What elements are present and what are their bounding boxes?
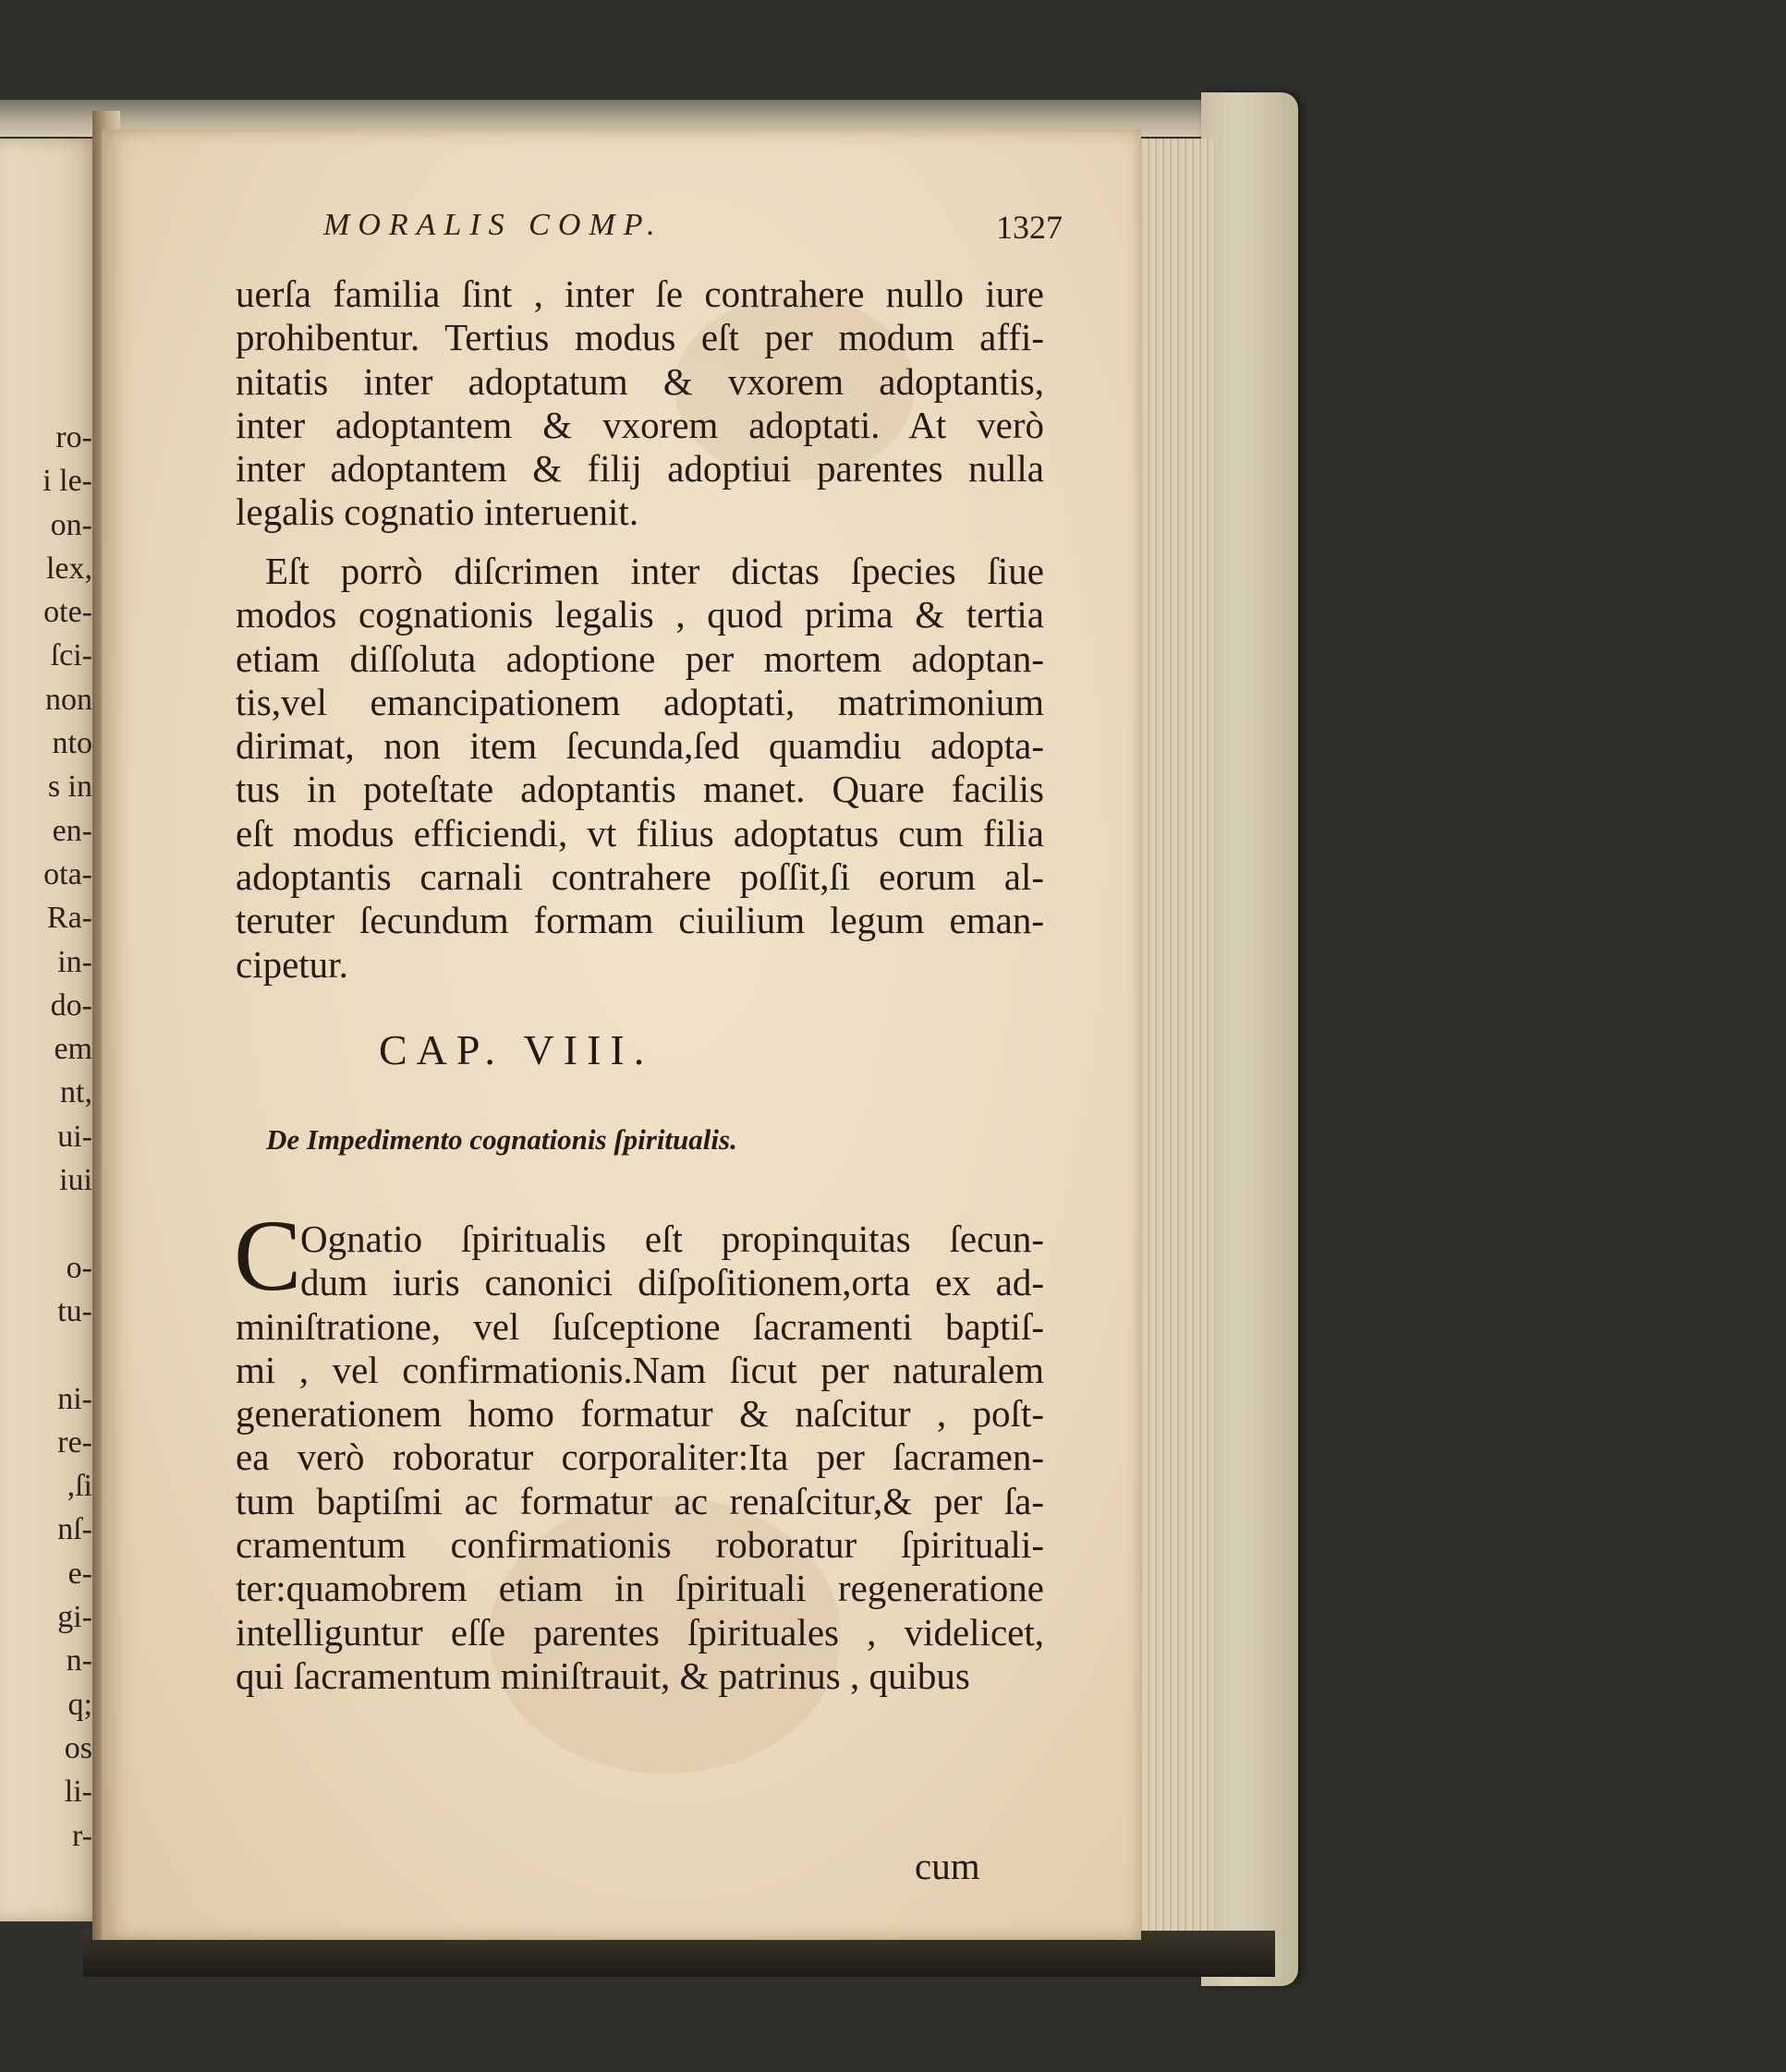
left-page-fragment: ota-: [43, 856, 92, 891]
left-page-fragment: re-: [57, 1424, 92, 1460]
text-line: legalis cognatio interuenit.: [236, 491, 639, 534]
paragraph-2: [236, 550, 1044, 987]
left-page-fragment: on-: [50, 507, 92, 542]
text-line: adoptantis carnali contrahere poſſit,ſi eorum al-: [236, 855, 1044, 899]
paragraph-1: [236, 273, 1044, 535]
text-line: intelliguntur eſſe parentes ſpirituales , videlicet,: [236, 1610, 1044, 1654]
left-page-fragment: nt,: [60, 1075, 92, 1110]
left-page-fragment: r-: [72, 1818, 92, 1853]
text-line: inter adoptantem & vxorem adoptati. At verò: [236, 403, 1044, 446]
left-page-fragment: li-: [64, 1775, 92, 1810]
text-line: tum baptiſmi ac formatur ac renaſcitur,& per ſa-: [236, 1479, 1044, 1522]
left-page-fragment: ſci-: [50, 638, 92, 673]
right-page: [102, 129, 1141, 1940]
text-line: cipetur.: [236, 942, 348, 986]
text-line: miniſtratione, vel ſuſceptione ſacramenti baptiſ-: [236, 1304, 1044, 1348]
chapter-heading: CAP. VIII.: [379, 1026, 654, 1073]
running-head-title: MORALIS COMP.: [323, 208, 663, 242]
page-number: 1327: [996, 209, 1063, 246]
left-page-fragment: em: [54, 1032, 92, 1067]
text-line: Eſt porrò diſcrimen inter dictas ſpecies ſiue: [265, 550, 1044, 592]
left-page-fragment: ,ſi: [67, 1469, 92, 1504]
text-line: nitatis inter adoptatum & vxorem adoptantis,: [236, 359, 1044, 403]
text-line: eſt modus efficiendi, vt filius adoptatus cum filia: [236, 811, 1044, 854]
text-line: tis,vel emancipationem adoptati, matrimonium: [236, 680, 1044, 723]
left-page-fragment: ote-: [43, 595, 92, 630]
text-line: teruter ſecundum formam ciuilium legum eman-: [236, 899, 1044, 942]
left-page-fragment: ui-: [57, 1119, 92, 1154]
left-page-fragment: gi-: [57, 1600, 92, 1635]
text-line: inter adoptantem & filij adoptiui parentes nulla: [236, 447, 1044, 491]
left-page-fragment: in-: [57, 944, 92, 979]
left-page-fragment: en-: [52, 813, 92, 848]
drop-cap: C: [234, 1199, 302, 1312]
text-line: modos cognationis legalis , quod prima & tertia: [236, 593, 1044, 636]
catchword: cum: [915, 1845, 980, 1887]
left-page-fragment: nto: [52, 726, 92, 761]
text-line: qui ſacramentum miniſtrauit, & patrinus , quibus: [236, 1654, 970, 1697]
text-line: prohibentur. Tertius modus eſt per modum affi-: [236, 316, 1044, 359]
text-line: generationem homo formatur & naſcitur , poſt-: [236, 1392, 1044, 1436]
left-page-fragment: ro-: [55, 420, 92, 454]
text-line: dum iuris canonici diſpoſitionem,orta ex ad-: [300, 1261, 1044, 1304]
text-line: cramentum confirmationis roboratur ſpirituali-: [236, 1523, 1044, 1567]
left-page-fragment: o-: [66, 1250, 92, 1285]
left-page-fragment: q;: [67, 1687, 92, 1722]
left-page-fragment: e-: [67, 1556, 92, 1591]
left-page-fragment: non: [45, 682, 92, 717]
text-line: ter:quamobrem etiam in ſpirituali regeneratione: [236, 1567, 1044, 1610]
left-page-fragment: os: [64, 1730, 92, 1765]
left-page-fragment: nſ-: [57, 1512, 92, 1547]
left-page-fragment: lex,: [45, 551, 92, 586]
left-page-fragment: s in: [47, 769, 92, 805]
left-page-fragment: Ra-: [46, 901, 92, 936]
text-line: tus in poteſtate adoptantis manet. Quare facilis: [236, 768, 1044, 811]
left-page-fragment: n-: [66, 1643, 92, 1678]
chapter-subtitle: De Impedimento cognationis ſpiritualis.: [266, 1123, 737, 1156]
left-page-fragment: tu-: [57, 1293, 92, 1328]
left-page-fragment: [0, 1202, 92, 1245]
text-line: dirimat, non item ſecunda,ſed quamdiu adopta-: [236, 724, 1044, 768]
left-page-fragment: i le-: [43, 464, 92, 499]
left-page-fragment: [0, 1333, 92, 1376]
text-line: mi , vel confirmationis.Nam ſicut per naturalem: [236, 1348, 1044, 1391]
left-page-fragment: ni-: [57, 1381, 92, 1416]
text-line: uerſa familia ſint , inter ſe contrahere nullo iure: [236, 273, 1044, 315]
text-line: Ognatio ſpiritualis eſt propinquitas ſecun-: [300, 1218, 1044, 1260]
text-line: etiam diſſoluta adoptione per mortem adoptan-: [236, 636, 1044, 680]
text-line: ea verò roboratur corporaliter:Ita per ſacramen-: [236, 1436, 1044, 1479]
right-cover-edge: [1201, 92, 1298, 1986]
left-page: [0, 139, 103, 1921]
paragraph-3: [236, 1218, 1044, 1698]
left-page-text-fragments: [0, 416, 92, 1858]
left-page-fragment: iui: [59, 1163, 92, 1198]
left-page-fragment: do-: [50, 988, 92, 1023]
running-head: [323, 208, 1063, 254]
